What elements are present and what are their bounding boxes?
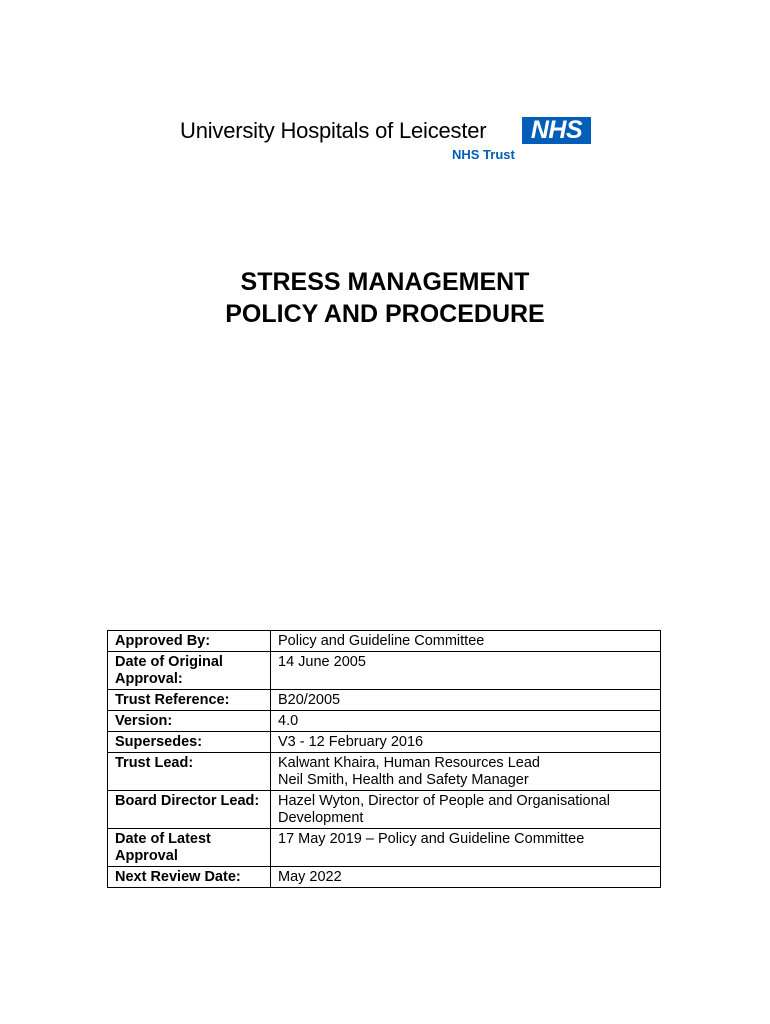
table-row	[108, 753, 661, 791]
table-row	[108, 867, 661, 888]
table-row	[108, 791, 661, 829]
board-director-text: Hazel Wyton, Director of People and Organisational Development	[278, 793, 610, 826]
latest-approval-value	[271, 829, 661, 867]
version-label: Version:	[108, 711, 271, 732]
title-line-1: STRESS MANAGEMENT	[240, 268, 530, 296]
board-director-label: Board Director Lead:	[108, 791, 271, 829]
approved-by-value	[271, 631, 661, 652]
trust-reference-text: B20/2005	[278, 692, 341, 708]
original-approval-label: Date of Original Approval:	[108, 652, 271, 690]
trust-lead-line-2: Neil Smith, Health and Safety Manager	[278, 772, 529, 788]
next-review-label: Next Review Date:	[108, 867, 271, 888]
trust-reference-label: Trust Reference:	[108, 690, 271, 711]
supersedes-label: Supersedes:	[108, 732, 271, 753]
document-title	[0, 266, 770, 330]
trust-lead-line-1: Kalwant Khaira, Human Resources Lead	[278, 755, 540, 771]
approved-by-text: Policy and Guideline Committee	[278, 633, 485, 649]
next-review-text: May 2022	[278, 869, 342, 885]
title-line-2: POLICY AND PROCEDURE	[225, 300, 545, 328]
trust-reference-value	[271, 690, 661, 711]
table-row	[108, 631, 661, 652]
approved-by-label: Approved By:	[108, 631, 271, 652]
version-value	[271, 711, 661, 732]
table-row	[108, 652, 661, 690]
organisation-name: University Hospitals of Leicester	[180, 118, 487, 143]
document-details-table	[107, 630, 661, 888]
original-approval-text: 14 June 2005	[278, 654, 366, 670]
table-row	[108, 690, 661, 711]
supersedes-text: V3 - 12 February 2016	[278, 734, 424, 750]
trust-label: NHS Trust	[452, 147, 515, 162]
next-review-value	[271, 867, 661, 888]
trust-lead-label: Trust Lead:	[108, 753, 271, 791]
table-row	[108, 711, 661, 732]
nhs-logo-icon: NHS	[522, 117, 591, 144]
board-director-value	[271, 791, 661, 829]
latest-approval-label: Date of Latest Approval	[108, 829, 271, 867]
original-approval-value	[271, 652, 661, 690]
document-header	[178, 114, 598, 174]
version-text: 4.0	[278, 713, 299, 729]
supersedes-value	[271, 732, 661, 753]
trust-lead-value	[271, 753, 661, 791]
table-row	[108, 829, 661, 867]
table-row	[108, 732, 661, 753]
latest-approval-text: 17 May 2019 – Policy and Guideline Committee	[278, 831, 585, 847]
